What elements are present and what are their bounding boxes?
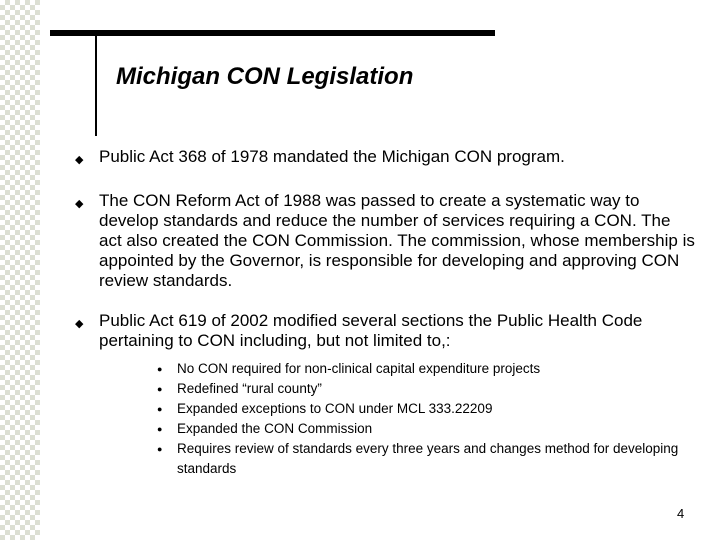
bullet-text: Public Act 368 of 1978 mandated the Michigan CON program.	[99, 147, 565, 166]
sub-bullet-item	[157, 399, 695, 419]
bullet-item	[75, 311, 695, 351]
sub-bullet-item	[157, 379, 695, 399]
slide-title: Michigan CON Legislation	[116, 63, 414, 90]
diamond-bullet-icon: ◆	[75, 154, 84, 166]
sub-bullet-item	[157, 359, 695, 379]
checkered-border-decoration	[0, 0, 40, 540]
bullet-item	[75, 191, 695, 291]
diamond-bullet-icon: ◆	[75, 318, 84, 330]
bullet-text: Public Act 619 of 2002 modified several sections the Public Health Code pertaining to CON including, but not limited to,:	[99, 311, 643, 350]
bullet-text: The CON Reform Act of 1988 was passed to create a systematic way to develop standards and reduce the number of services requiring a CON. The act also created the CON Commission. The commission, whose membership is appointed by the Governor, is responsible for developing and approving CON review standards.	[99, 191, 695, 290]
dot-bullet-icon: ●	[157, 444, 163, 454]
dot-bullet-icon: ●	[157, 384, 163, 394]
sub-bullet-text: No CON required for non-clinical capital expenditure projects	[177, 361, 541, 376]
bullet-item	[75, 147, 695, 171]
sub-bullet-text: Redefined “rural county”	[177, 381, 322, 396]
sub-bullet-item	[157, 419, 695, 439]
title-top-rule	[50, 30, 495, 36]
page-number: 4	[677, 506, 685, 521]
dot-bullet-icon: ●	[157, 404, 163, 414]
dot-bullet-icon: ●	[157, 424, 163, 434]
dot-bullet-icon: ●	[157, 364, 163, 374]
sub-bullet-item	[157, 439, 695, 479]
title-vertical-rule	[95, 36, 97, 136]
slide-content	[75, 147, 695, 479]
sub-bullet-text: Expanded the CON Commission	[177, 421, 373, 436]
diamond-bullet-icon: ◆	[75, 198, 84, 210]
sub-bullet-text: Expanded exceptions to CON under MCL 333.22209	[177, 401, 493, 416]
sub-bullet-list	[157, 359, 695, 479]
sub-bullet-text: Requires review of standards every three years and changes method for developing standards	[177, 441, 679, 476]
